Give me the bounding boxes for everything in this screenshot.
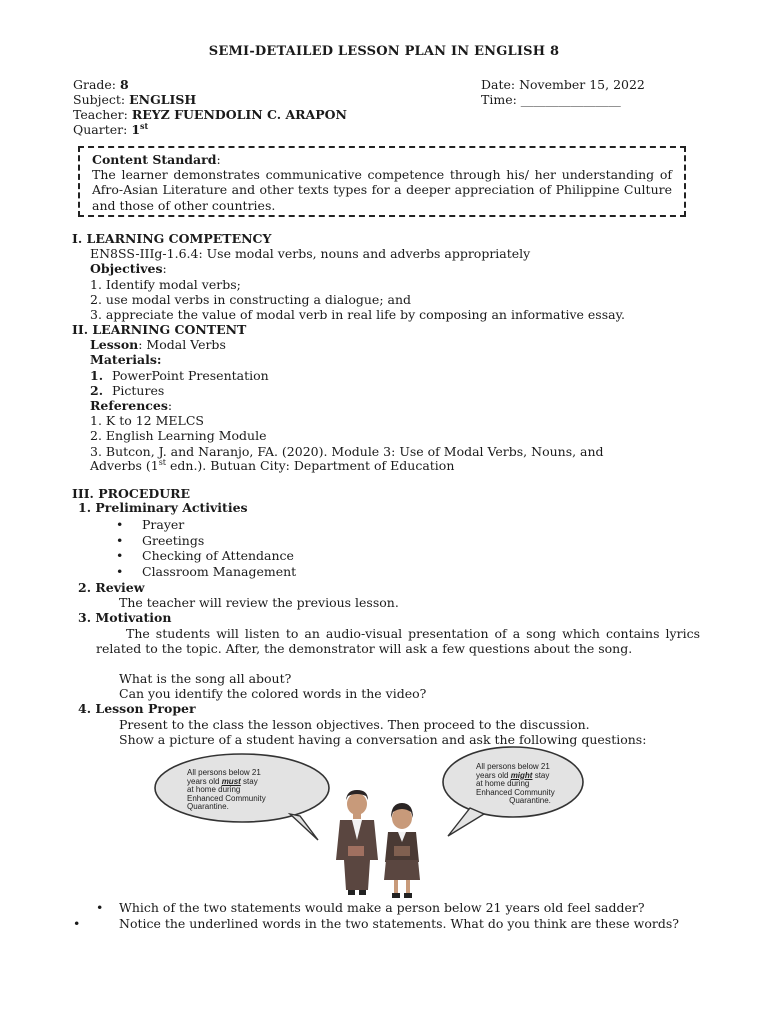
reference-cont-sup: st xyxy=(158,457,167,467)
motivation-heading: 3. Motivation xyxy=(78,610,172,625)
learning-competency-heading: I. LEARNING COMPETENCY xyxy=(72,231,272,246)
bullet-icon: • xyxy=(116,548,124,563)
quarter-value: 1 xyxy=(131,122,141,137)
competency-code-line: EN8SS-IIIg-1.6.4: Use modal verbs, nouns and adverbs appropriately xyxy=(90,246,531,261)
time-label: Time: xyxy=(481,92,521,107)
lesson-proper-text: Present to the class the lesson objectives. Then proceed to the discussion. xyxy=(119,717,590,732)
bubble-line: Quarantine. xyxy=(509,796,551,805)
bullet-icon: • xyxy=(116,564,124,579)
reference-item: 2. English Learning Module xyxy=(90,428,267,443)
objectives-colon: : xyxy=(162,261,167,276)
quarter-line xyxy=(73,122,148,137)
teacher-line xyxy=(73,107,347,122)
lesson-value: : Modal Verbs xyxy=(138,337,226,352)
boy-student-figure xyxy=(336,790,378,895)
grade-line xyxy=(73,77,129,92)
grade-label: Grade: xyxy=(73,77,120,92)
content-standard-body: The learner demonstrates communicative competence through his/ her understanding of Afro-Asian Literature and other texts types for a deeper appreciation of Philippine Culture and those of other countries. xyxy=(92,167,672,213)
bubble-line: All persons below 21 xyxy=(187,768,261,777)
objectives-label: Objectives xyxy=(90,261,163,276)
materials-heading: Materials: xyxy=(90,352,162,367)
content-standard-heading xyxy=(92,152,672,167)
bubble-line: at home during xyxy=(476,779,530,788)
modal-word-might: might xyxy=(510,770,533,780)
girl-student-figure xyxy=(384,803,420,898)
bullet-icon: • xyxy=(96,900,104,915)
bullet-icon: • xyxy=(116,533,124,548)
discussion-question xyxy=(73,916,719,931)
conversation-illustration xyxy=(0,740,768,905)
preliminary-item xyxy=(116,533,204,548)
time-line xyxy=(481,92,621,107)
lesson-proper-heading: 4. Lesson Proper xyxy=(78,701,196,716)
material-text: PowerPoint Presentation xyxy=(112,368,269,383)
material-number: 2. xyxy=(90,383,104,398)
objective-item: 3. appreciate the value of modal verb in real life by composing an informative essay. xyxy=(90,307,625,322)
date-value: November 15, 2022 xyxy=(519,77,645,92)
bubble-line: Enhanced Community xyxy=(187,793,266,803)
references-colon: : xyxy=(167,398,173,413)
right-bubble-text xyxy=(474,763,586,806)
bubble-line: Enhanced Community xyxy=(476,787,555,797)
preliminary-item-text: Classroom Management xyxy=(142,564,297,579)
content-standard-colon: : xyxy=(216,152,221,167)
date-line xyxy=(481,77,645,92)
grade-value: 8 xyxy=(120,77,129,92)
motivation-question: What is the song all about? xyxy=(119,671,292,686)
lesson-label: Lesson xyxy=(90,337,139,352)
bubble-line: at home during xyxy=(187,785,241,794)
reference-item: 1. K to 12 MELCS xyxy=(90,413,204,428)
quarter-label: Quarter: xyxy=(73,122,132,137)
bubble-line: Quarantine. xyxy=(187,802,229,811)
reference-item-continued xyxy=(90,458,454,473)
preliminary-item-text: Checking of Attendance xyxy=(142,548,294,563)
bubble-line: All persons below 21 xyxy=(476,762,550,771)
bubble-text-part: years old xyxy=(187,776,222,786)
question-text: Which of the two statements would make a person below 21 years old feel sadder? xyxy=(119,900,645,915)
motivation-question: Can you identify the colored words in the video? xyxy=(119,686,427,701)
preliminary-item xyxy=(116,548,294,563)
content-standard-box xyxy=(78,146,686,217)
quarter-sup: st xyxy=(140,120,149,131)
preliminary-heading: 1. Preliminary Activities xyxy=(78,500,248,515)
lesson-line xyxy=(90,337,226,352)
review-text: The teacher will review the previous lesson. xyxy=(119,595,399,610)
review-heading: 2. Review xyxy=(78,580,145,595)
objectives-heading xyxy=(90,261,167,276)
material-item xyxy=(90,368,269,383)
material-item xyxy=(90,383,164,398)
references-heading xyxy=(90,398,172,413)
discussion-question xyxy=(96,900,696,915)
question-text: Notice the underlined words in the two statements. What do you think are these words? xyxy=(119,916,679,931)
reference-cont-text: Adverbs (1 xyxy=(90,458,159,473)
reference-item: 3. Butcon, J. and Naranjo, FA. (2020). Module 3: Use of Modal Verbs, Nouns, and xyxy=(90,444,604,459)
preliminary-item xyxy=(116,517,184,532)
material-number: 1. xyxy=(90,368,104,383)
time-value: ________________ xyxy=(520,92,621,107)
document-title: SEMI-DETAILED LESSON PLAN IN ENGLISH 8 xyxy=(208,44,560,59)
procedure-heading: III. PROCEDURE xyxy=(72,486,191,501)
preliminary-item-text: Prayer xyxy=(142,517,185,532)
references-label: References xyxy=(90,398,168,413)
bullet-icon: • xyxy=(116,517,124,532)
bullet-icon: • xyxy=(73,916,81,931)
bubble-text-part: stay xyxy=(532,770,550,780)
bubble-text-part: years old xyxy=(476,770,511,780)
subject-line xyxy=(73,92,196,107)
preliminary-item-text: Greetings xyxy=(142,533,205,548)
preliminary-item xyxy=(116,564,296,579)
lesson-proper-text: Show a picture of a student having a conversation and ask the following questions: xyxy=(119,732,647,747)
left-bubble-text xyxy=(187,769,307,812)
teacher-label: Teacher: xyxy=(73,107,132,122)
modal-word-must: must xyxy=(221,776,241,786)
motivation-paragraph: The students will listen to an audio-visual presentation of a song which contains lyrics related to the topic. After, the demonstrator will ask a few questions about the song. xyxy=(96,626,700,657)
objective-item: 2. use modal verbs in constructing a dialogue; and xyxy=(90,292,412,307)
content-standard-title: Content Standard xyxy=(92,152,217,167)
subject-label: Subject: xyxy=(73,92,130,107)
subject-value: ENGLISH xyxy=(129,92,197,107)
bubble-text-part: stay xyxy=(240,776,258,786)
objective-item: 1. Identify modal verbs; xyxy=(90,277,241,292)
material-text: Pictures xyxy=(112,383,165,398)
learning-content-heading: II. LEARNING CONTENT xyxy=(72,322,247,337)
date-label: Date: xyxy=(481,77,520,92)
reference-cont-text-end: edn.). Butuan City: Department of Education xyxy=(166,458,455,473)
teacher-value: REYZ FUENDOLIN C. ARAPON xyxy=(131,107,347,122)
